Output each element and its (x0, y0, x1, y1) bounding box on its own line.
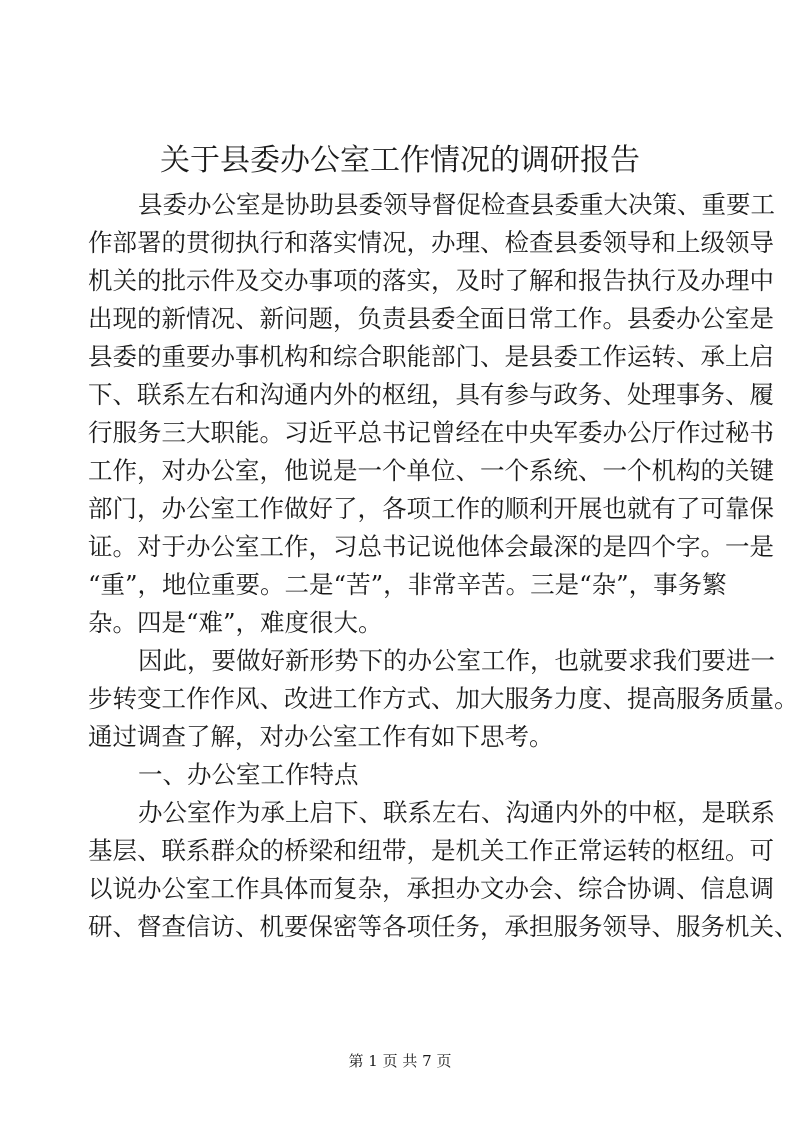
body-line: 杂。四是“难”，难度很大。 (88, 608, 383, 637)
body-line: 以说办公室工作具体而复杂，承担办文办会、综合协调、信息调 (88, 874, 774, 903)
document-title: 关于县委办公室工作情况的调研报告 (160, 143, 640, 178)
body-line: 通过调查了解，对办公室工作有如下思考。 (88, 722, 554, 751)
body-line: 研、督查信访、机要保密等各项任务，承担服务领导、服务机关、 (88, 912, 799, 941)
body-line: “重”，地位重要。二是“苦”，非常辛苦。三是“杂”，事务繁 (88, 570, 727, 599)
body-line: 县委办公室是协助县委领导督促检查县委重大决策、重要工 (138, 190, 775, 219)
body-line: 证。对于办公室工作，习总书记说他体会最深的是四个字。一是 (88, 532, 774, 561)
body-line: 基层、联系群众的桥梁和纽带，是机关工作正常运转的枢纽。可 (88, 836, 774, 865)
body-line: 一、办公室工作特点 (138, 760, 359, 789)
body-line: 下、联系左右和沟通内外的枢纽，具有参与政务、处理事务、履 (88, 380, 774, 409)
page-number-footer: 第 1 页 共 7 页 (348, 1052, 452, 1070)
body-line: 出现的新情况、新问题，负责县委全面日常工作。县委办公室是 (88, 304, 774, 333)
body-line: 行服务三大职能。习近平总书记曾经在中央军委办公厅作过秘书 (88, 418, 774, 447)
body-line: 工作，对办公室，他说是一个单位、一个系统、一个机构的关键 (88, 456, 774, 485)
body-line: 因此，要做好新形势下的办公室工作，也就要求我们要进一 (138, 646, 775, 675)
body-line: 县委的重要办事机构和综合职能部门、是县委工作运转、承上启 (88, 342, 774, 371)
body-line: 机关的批示件及交办事项的落实，及时了解和报告执行及办理中 (88, 266, 774, 295)
body-line: 办公室作为承上启下、联系左右、沟通内外的中枢，是联系 (138, 798, 775, 827)
body-line: 作部署的贯彻执行和落实情况，办理、检查县委领导和上级领导 (88, 228, 774, 257)
body-line: 部门，办公室工作做好了，各项工作的顺利开展也就有了可靠保 (88, 494, 774, 523)
body-line: 步转变工作作风、改进工作方式、加大服务力度、提高服务质量。 (88, 684, 799, 713)
document-body (88, 186, 799, 946)
